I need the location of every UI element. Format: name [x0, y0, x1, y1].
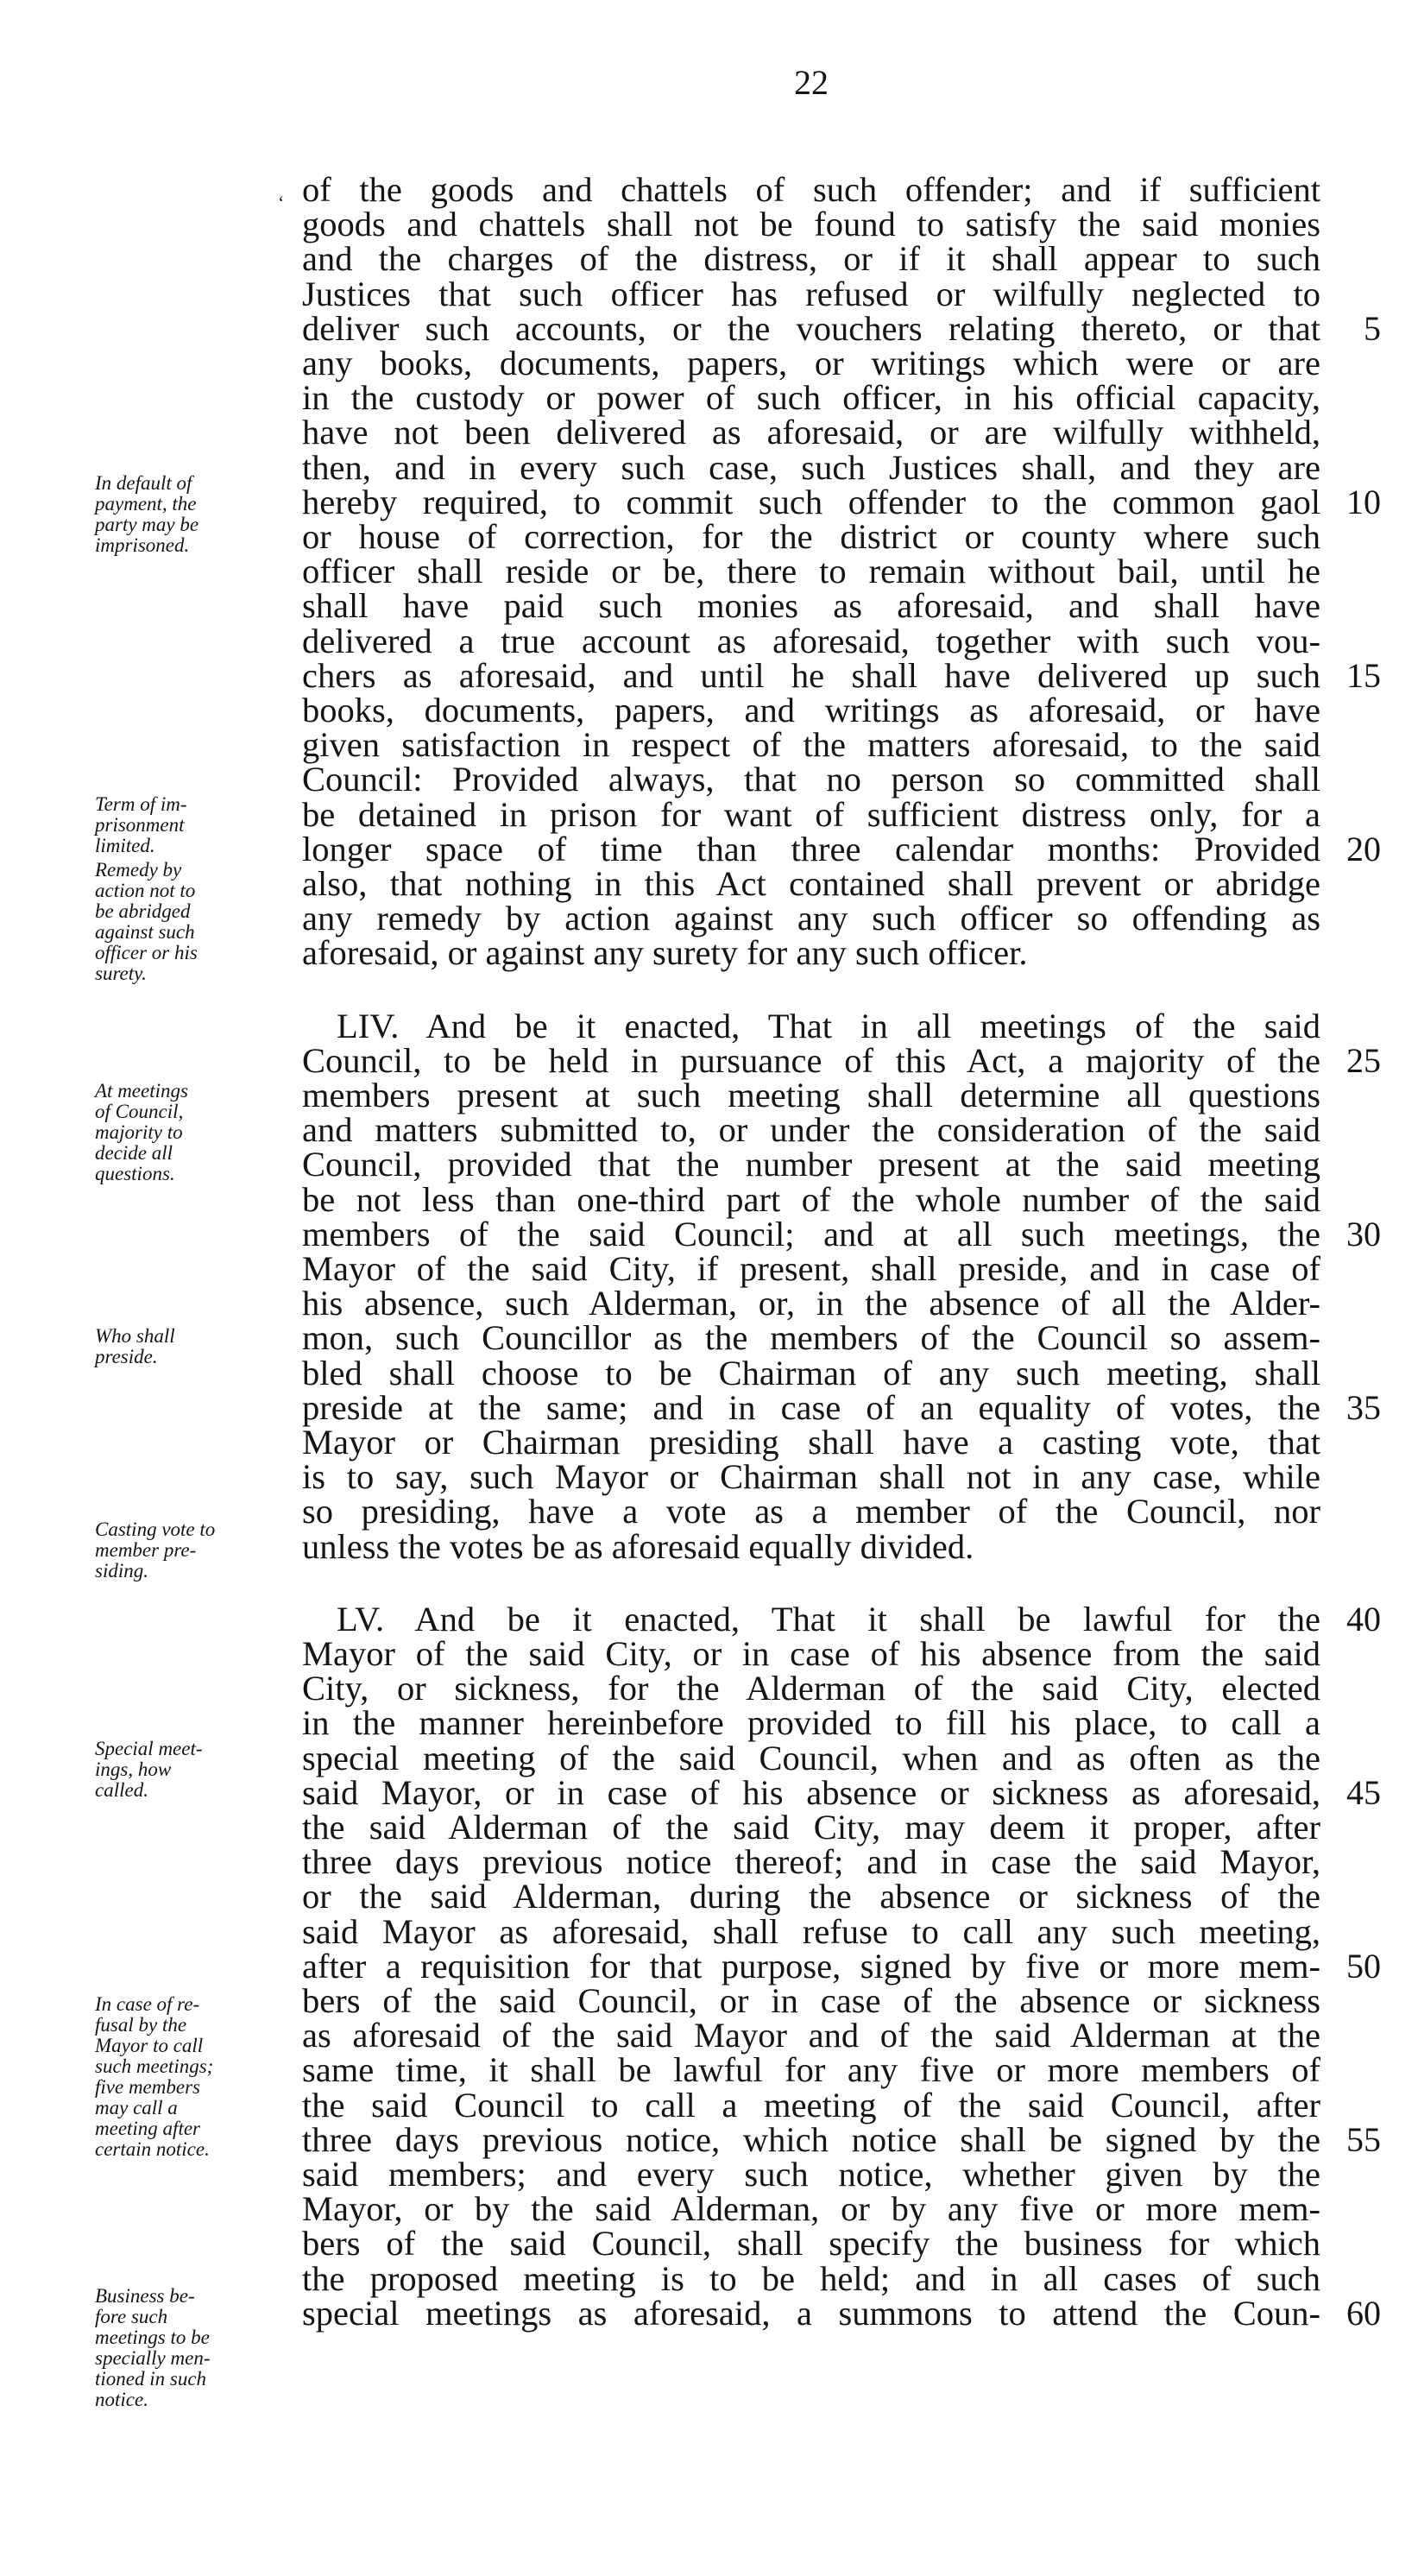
margin-note-line: called. — [95, 1779, 148, 1801]
body-line: said Mayor as aforesaid, shall refuse to call any such meeting, — [302, 1911, 1320, 1951]
margin-note — [95, 473, 302, 556]
margin-note-line: siding. — [95, 1560, 148, 1582]
body-line: Mayor, or by the said Alderman, or by any five or more mem- — [302, 2189, 1320, 2229]
line-number: 10 — [1346, 482, 1381, 521]
body-line: Mayor of the said City, if present, shall preside, and in case of — [302, 1249, 1320, 1288]
body-line: or the said Alderman, during the absence or sickness of the — [302, 1877, 1320, 1916]
body-line: deliver such accounts, or the vouchers relating thereto, or that — [302, 308, 1320, 348]
line-number: 25 — [1346, 1040, 1381, 1080]
margin-note — [95, 1081, 302, 1184]
body-line: unless the votes be as aforesaid equally divided. — [302, 1526, 974, 1566]
margin-note-line: surety. — [95, 963, 147, 984]
margin-note-line: such meetings; — [95, 2055, 214, 2077]
body-line: be detained in prison for want of sufficient distress only, for a — [302, 794, 1320, 834]
body-line: then, and in every such case, such Justices shall, and they are — [302, 447, 1320, 487]
body-line: members of the said Council; and at all such meetings, the — [302, 1214, 1320, 1253]
margin-note-line: may call a — [95, 2097, 178, 2118]
margin-note-line: Remedy by — [95, 859, 182, 881]
body-line: hereby required, to commit such offender to the common gaol — [302, 482, 1320, 521]
body-line: also, that nothing in this Act contained shall prevent or abridge — [302, 864, 1320, 903]
line-number: 50 — [1346, 1946, 1381, 1986]
margin-note — [95, 794, 302, 856]
body-line: and matters submitted to, or under the consideration of the said — [302, 1110, 1320, 1150]
body-line: Mayor of the said City, or in case of his absence from the said — [302, 1634, 1320, 1673]
margin-note-line: In case of re- — [95, 1993, 200, 2015]
body-line: special meeting of the said Council, when and as often as the — [302, 1738, 1320, 1777]
body-line: Justices that such officer has refused or wilfully neglected to — [302, 274, 1320, 313]
margin-note-line: majority to — [95, 1121, 183, 1143]
margin-note-line: decide all — [95, 1142, 173, 1164]
margin-note-line: member pre- — [95, 1539, 197, 1561]
body-line: officer shall reside or be, there to remain without bail, until he — [302, 552, 1320, 591]
margin-note-line: of Council, — [95, 1101, 184, 1122]
body-line: in the custody or power of such officer, in his official capacity, — [302, 378, 1320, 418]
body-line: have not been delivered as aforesaid, or are wilfully withheld, — [302, 413, 1320, 452]
margin-note — [95, 1326, 302, 1367]
body-line: given satisfaction in respect of the matters aforesaid, to the said — [302, 725, 1320, 765]
margin-note-line: party may be — [95, 514, 199, 535]
body-line: Council, to be held in pursuance of this Act, a majority of the — [302, 1040, 1320, 1080]
body-line: as aforesaid of the said Mayor and of the said Alderman at the — [302, 2016, 1320, 2055]
margin-note-line: payment, the — [95, 493, 197, 515]
body-line: shall have paid such monies as aforesaid, and shall have — [302, 586, 1320, 626]
margin-note-line: officer or his — [95, 942, 198, 963]
body-line: any remedy by action against any such officer so offending as — [302, 899, 1320, 938]
line-number: 55 — [1346, 2119, 1381, 2159]
body-line: Mayor or Chairman presiding shall have a casting vote, that — [302, 1423, 1320, 1462]
line-number: 15 — [1346, 655, 1381, 695]
margin-note-line: preside. — [95, 1346, 158, 1367]
margin-note-line: five members — [95, 2076, 200, 2098]
body-line: longer space of time than three calendar months: Provided — [302, 829, 1320, 868]
body-line: his absence, such Alderman, or, in the absence of all the Alder- — [302, 1284, 1320, 1323]
line-number: 30 — [1346, 1214, 1381, 1253]
body-line: said members; and every such notice, whether given by the — [302, 2155, 1320, 2194]
margin-note-line: Who shall — [95, 1325, 175, 1347]
margin-note-line: against such — [95, 921, 195, 943]
margin-note-line: Business be- — [95, 2285, 195, 2307]
body-line: of the goods and chattels of such offender; and if sufficient — [302, 170, 1320, 209]
line-number: 35 — [1346, 1387, 1381, 1427]
margin-note-line: Casting vote to — [95, 1518, 216, 1540]
body-line: delivered a true account as aforesaid, together with such vou- — [302, 621, 1320, 660]
body-line: bers of the said Council, or in case of the absence or sickness — [302, 1981, 1320, 2020]
stray-mark: ‘ — [278, 192, 285, 213]
body-line: any books, documents, papers, or writings which were or are — [302, 344, 1320, 382]
margin-note-line: action not to — [95, 880, 196, 901]
margin-note-line: meeting after — [95, 2118, 200, 2139]
body-line: bers of the said Council, shall specify the business for which — [302, 2224, 1320, 2263]
margin-note-line: fore such — [95, 2306, 168, 2327]
body-line: goods and chattels shall not be found to satisfy the said monies — [302, 205, 1320, 244]
body-line: three days previous notice, which notice shall be signed by the — [302, 2119, 1320, 2159]
body-line: special meetings as aforesaid, a summons to attend the Coun- — [302, 2293, 1320, 2333]
body-line: LIV. And be it enacted, That in all meetings of the said — [337, 1006, 1320, 1045]
margin-note-line: meetings to be — [95, 2327, 210, 2348]
margin-note-line: limited. — [95, 835, 155, 856]
body-line: aforesaid, or against any surety for any such officer. — [302, 933, 1028, 973]
body-line: so presiding, have a vote as a member of the Council, nor — [302, 1492, 1320, 1531]
margin-note-line: imprisoned. — [95, 534, 190, 556]
body-line: mon, such Councillor as the members of the Council so assem- — [302, 1318, 1320, 1358]
body-line: the said Alderman of the said City, may deem it proper, after — [302, 1808, 1320, 1847]
body-line: is to say, such Mayor or Chairman shall not in any case, while — [302, 1457, 1320, 1497]
body-line: or house of correction, for the district or county where such — [302, 517, 1320, 556]
body-line: books, documents, papers, and writings as aforesaid, or have — [302, 691, 1320, 729]
body-line: same time, it shall be lawful for any five or more members of — [302, 2050, 1320, 2090]
margin-note-line: In default of — [95, 472, 192, 494]
margin-note-line: Mayor to call — [95, 2035, 204, 2056]
line-number: 40 — [1346, 1599, 1381, 1638]
body-line: the said Council to call a meeting of the said Council, after — [302, 2085, 1320, 2125]
margin-note — [95, 860, 302, 984]
page-number: 22 — [794, 63, 829, 102]
margin-note — [95, 2286, 302, 2410]
margin-note-line: questions. — [95, 1163, 175, 1184]
body-line: the proposed meeting is to be held; and in all cases of such — [302, 2258, 1320, 2298]
line-number: 5 — [1364, 308, 1381, 348]
body-line: be not less than one-third part of the whole number of the said — [302, 1179, 1320, 1219]
body-line: preside at the same; and in case of an equality of votes, the — [302, 1387, 1320, 1427]
margin-note-line: prisonment — [95, 814, 185, 836]
margin-note-line: ings, how — [95, 1758, 172, 1780]
body-line: Council, provided that the number present at the said meeting — [302, 1145, 1320, 1184]
margin-note-line: notice. — [95, 2389, 148, 2410]
line-number: 60 — [1346, 2293, 1381, 2333]
body-line: after a requisition for that purpose, signed by five or more mem- — [302, 1946, 1320, 1986]
margin-note-line: specially men- — [95, 2347, 211, 2369]
margin-note-line: certain notice. — [95, 2138, 210, 2160]
margin-note — [95, 1739, 302, 1801]
margin-note-line: At meetings — [95, 1080, 188, 1102]
margin-note-line: fusal by the — [95, 2014, 187, 2036]
body-line: Council: Provided always, that no person so committed shall — [302, 760, 1320, 799]
line-number: 45 — [1346, 1772, 1381, 1812]
body-line: in the manner hereinbefore provided to fill his place, to call a — [302, 1703, 1320, 1743]
body-line: chers as aforesaid, and until he shall have delivered up such — [302, 655, 1320, 695]
body-line: LV. And be it enacted, That it shall be lawful for the — [337, 1599, 1320, 1638]
body-line: three days previous notice thereof; and in case the said Mayor, — [302, 1842, 1320, 1882]
margin-note — [95, 1994, 302, 2160]
margin-note-line: Term of im- — [95, 793, 187, 815]
body-line: and the charges of the distress, or if it shall appear to such — [302, 239, 1320, 279]
body-line: City, or sickness, for the Alderman of the said City, elected — [302, 1669, 1320, 1708]
body-line: members present at such meeting shall determine all questions — [302, 1076, 1320, 1114]
body-line: said Mayor, or in case of his absence or sickness as aforesaid, — [302, 1772, 1320, 1812]
line-number: 20 — [1346, 829, 1381, 868]
margin-note-line: be abridged — [95, 900, 191, 922]
margin-note-line: Special meet- — [95, 1738, 203, 1759]
margin-note — [95, 1519, 302, 1582]
body-line: bled shall choose to be Chairman of any such meeting, shall — [302, 1353, 1320, 1392]
margin-note-line: tioned in such — [95, 2368, 207, 2390]
